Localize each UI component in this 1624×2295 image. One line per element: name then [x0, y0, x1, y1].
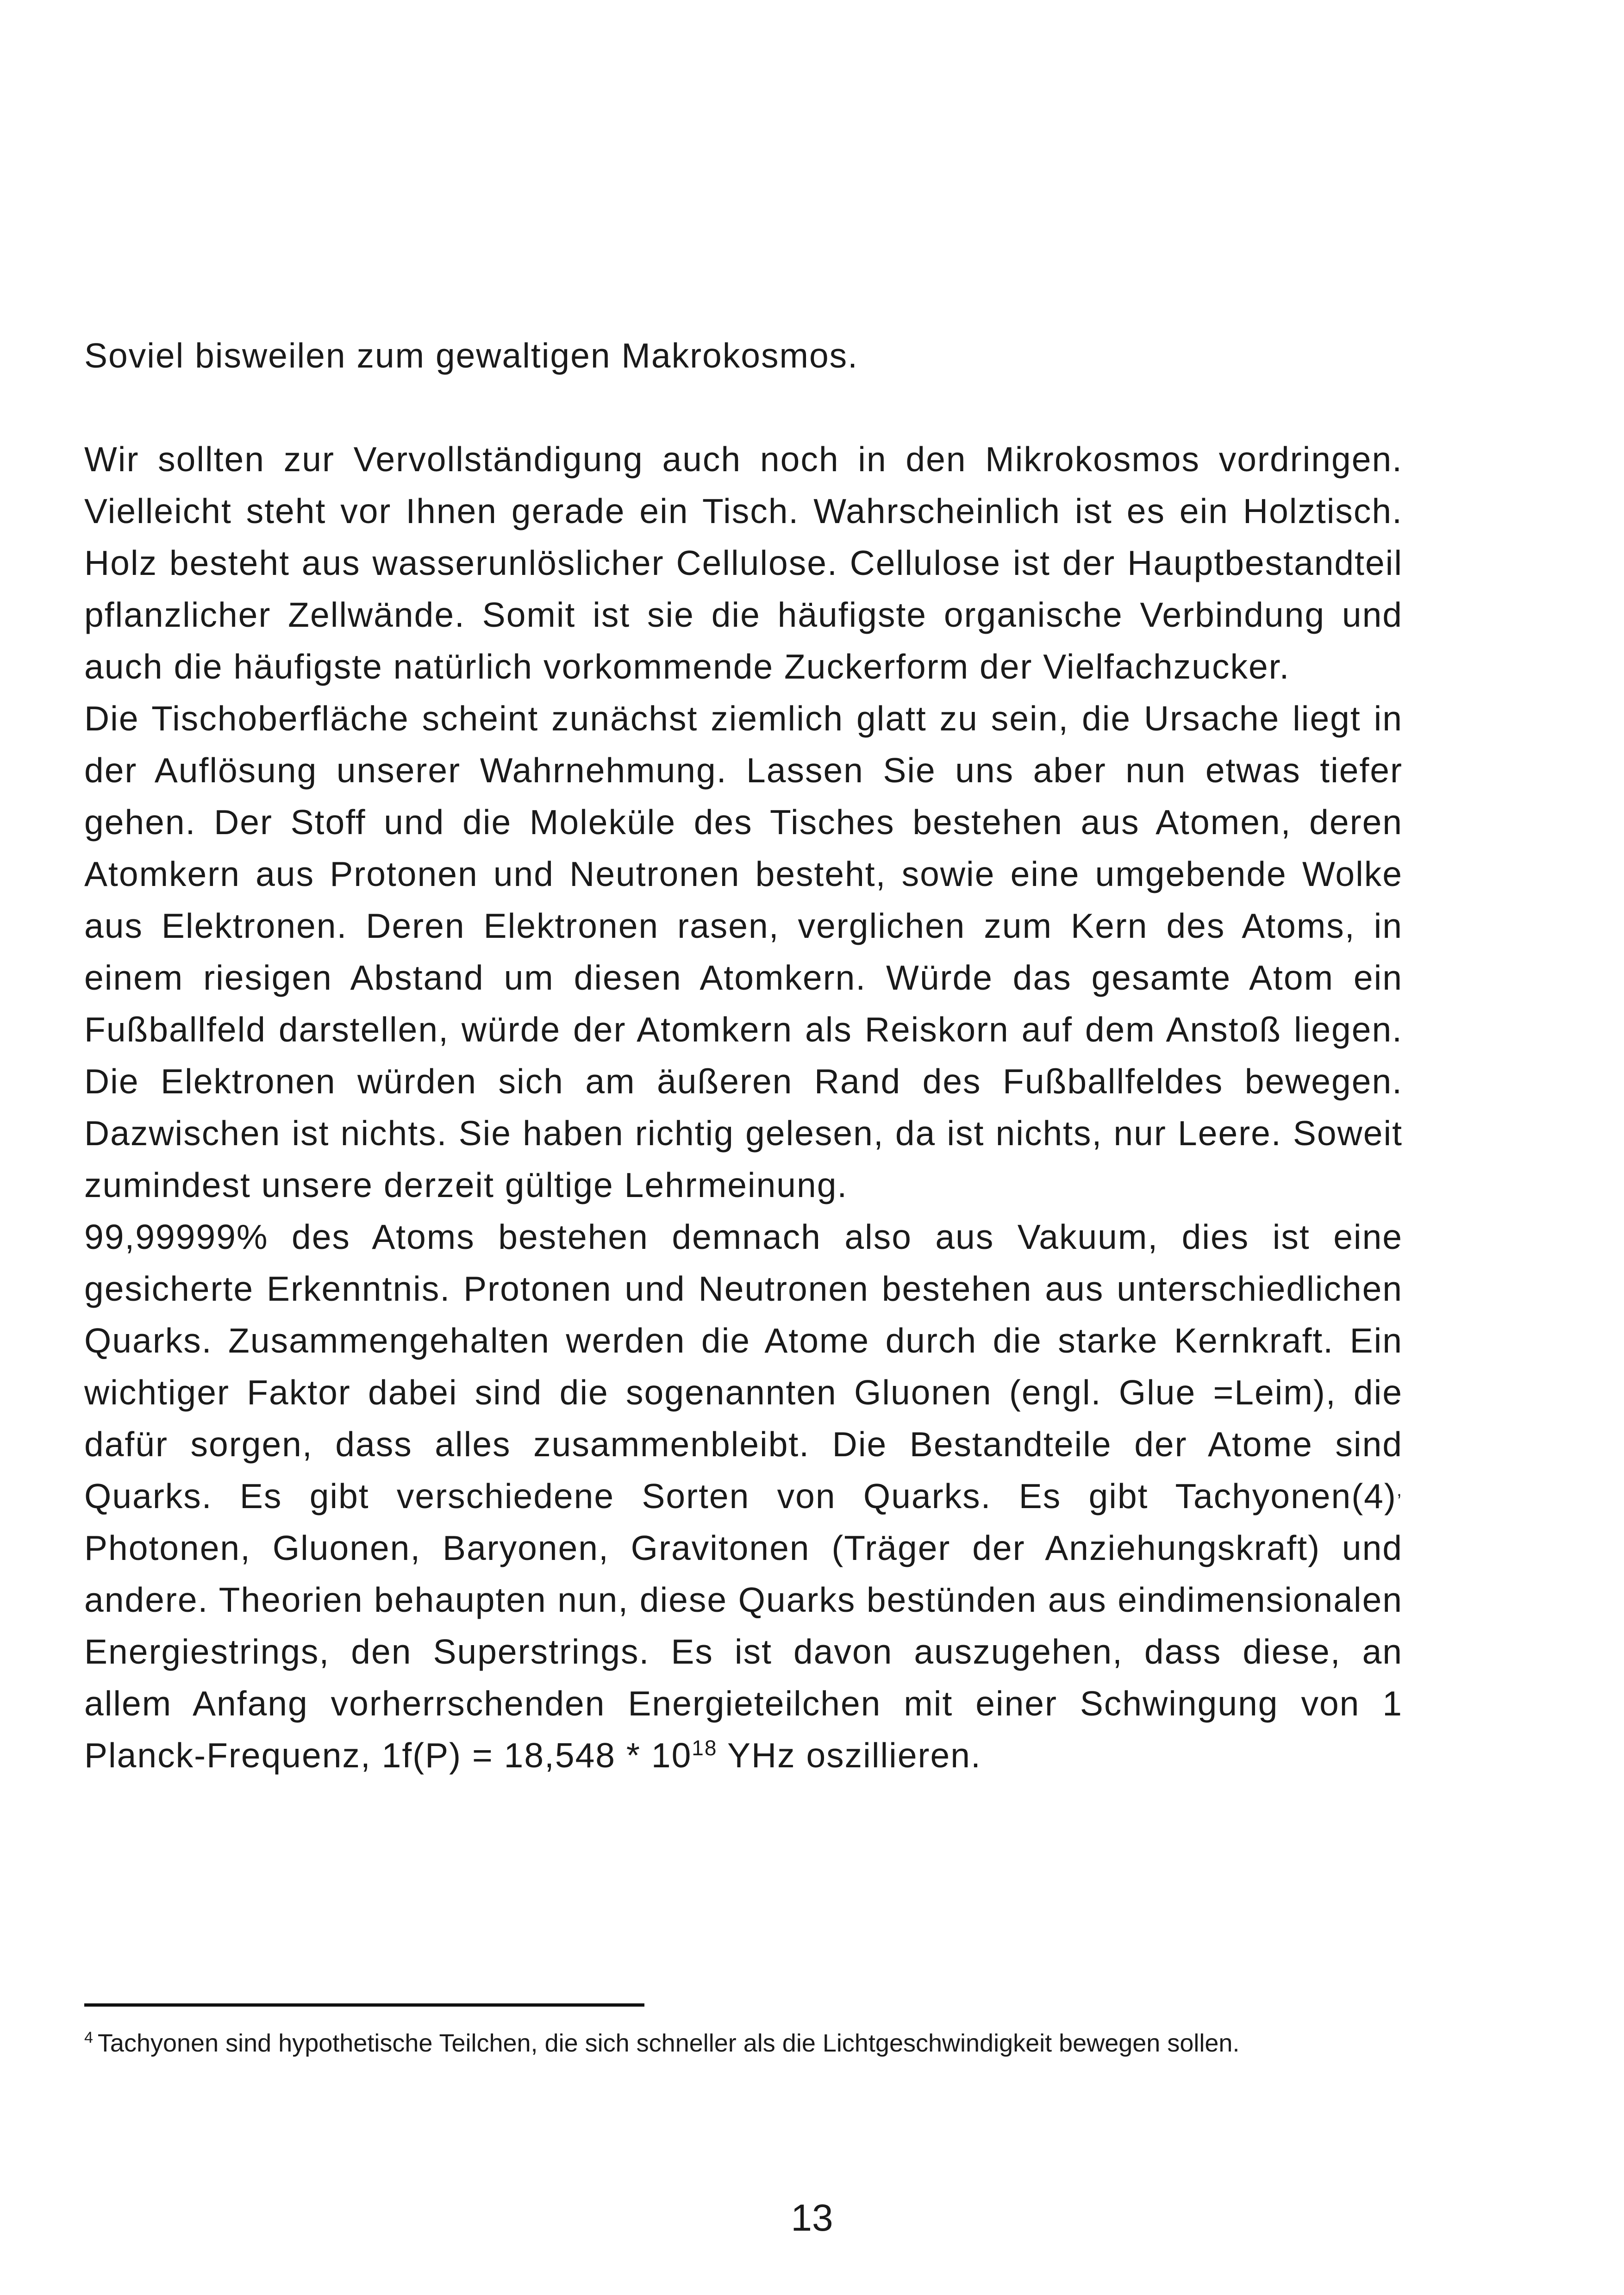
intro-line: Soviel bisweilen zum gewaltigen Makrokosmos. — [84, 336, 859, 375]
paragraph-microcosm: Wir sollten zur Vervollständigung auch noch in den Mikrokosmos vordringen. Vielleicht steht vor Ihnen gerade ein Tisch. Wahrscheinlich ist es ein Holztisch. Holz besteht aus wasserunlöslicher Cellulose. Cellulose ist der Hauptbestandteil pflanzlicher Zellwände. Somit ist sie die häufigste organische Verbindung und auch die häufigste natürlich vorkommende Zuckerform der Vielfachzucker. — [84, 440, 1403, 686]
paragraph-text-middle: Photonen, Gluonen, Baryonen, Gravitonen (Träger der Anziehungskraft) und andere. Theorien behaupten nun, diese Quarks bestünden aus eindimensionalen Energiestrings, den Superstrings. Es ist davon auszugehen, dass diese, an allem Anfang vorherrschenden Energieteilchen mit einer Schwingung von 1 Planck-Frequenz, 1f(P) = 18,548 * 10 — [84, 1528, 1403, 1775]
paragraph-atoms-quarks — [84, 1211, 1403, 1781]
page-body — [84, 330, 1403, 1781]
reference-mark: , — [1396, 1480, 1403, 1500]
paragraph-text-end: YHz oszillieren. — [717, 1736, 981, 1775]
exponent: 18 — [692, 1736, 718, 1760]
footnote-text: Tachyonen sind hypothetische Teilchen, die sich schneller als die Lichtgeschwindigkeit bewegen sollen. — [97, 2029, 1240, 2057]
paragraph-text-start: 99,99999% des Atoms bestehen demnach also aus Vakuum, dies ist eine gesicherte Erkenntnis. Protonen und Neutronen bestehen aus unterschiedlichen Quarks. Zusammengehalten werden die Atome durch die starke Kernkraft. Ein wichtiger Faktor dabei sind die sogenannten Gluonen (engl. Glue =Leim), die dafür sorgen, dass alles zusammenbleibt. Die Bestandteile der Atome sind Quarks. Es gibt verschiedene Sorten von Quarks. Es gibt Tachyonen(4) — [84, 1217, 1403, 1515]
footnote — [84, 2027, 1473, 2060]
footnote-number: 4 — [84, 2029, 93, 2046]
footnote-separator — [84, 2003, 644, 2007]
paragraph-table-surface: Die Tischoberfläche scheint zunächst ziemlich glatt zu sein, die Ursache liegt in der Auflösung unserer Wahrnehmung. Lassen Sie uns aber nun etwas tiefer gehen. Der Stoff und die Moleküle des Tisches bestehen aus Atomen, deren Atomkern aus Protonen und Neutronen besteht, sowie eine umgebende Wolke aus Elektronen. Deren Elektronen rasen, verglichen zum Kern des Atoms, in einem riesigen Abstand um diesen Atomkern. Würde das gesamte Atom ein Fußballfeld darstellen, würde der Atomkern als Reiskorn auf dem Anstoß liegen. Die Elektronen würden sich am äußeren Rand des Fußballfeldes bewegen. Dazwischen ist nichts. Sie haben richtig gelesen, da ist nichts, nur Leere. Soweit zumindest unsere derzeit gültige Lehrmeinung. — [84, 699, 1403, 1204]
page-number: 13 — [791, 2197, 833, 2239]
